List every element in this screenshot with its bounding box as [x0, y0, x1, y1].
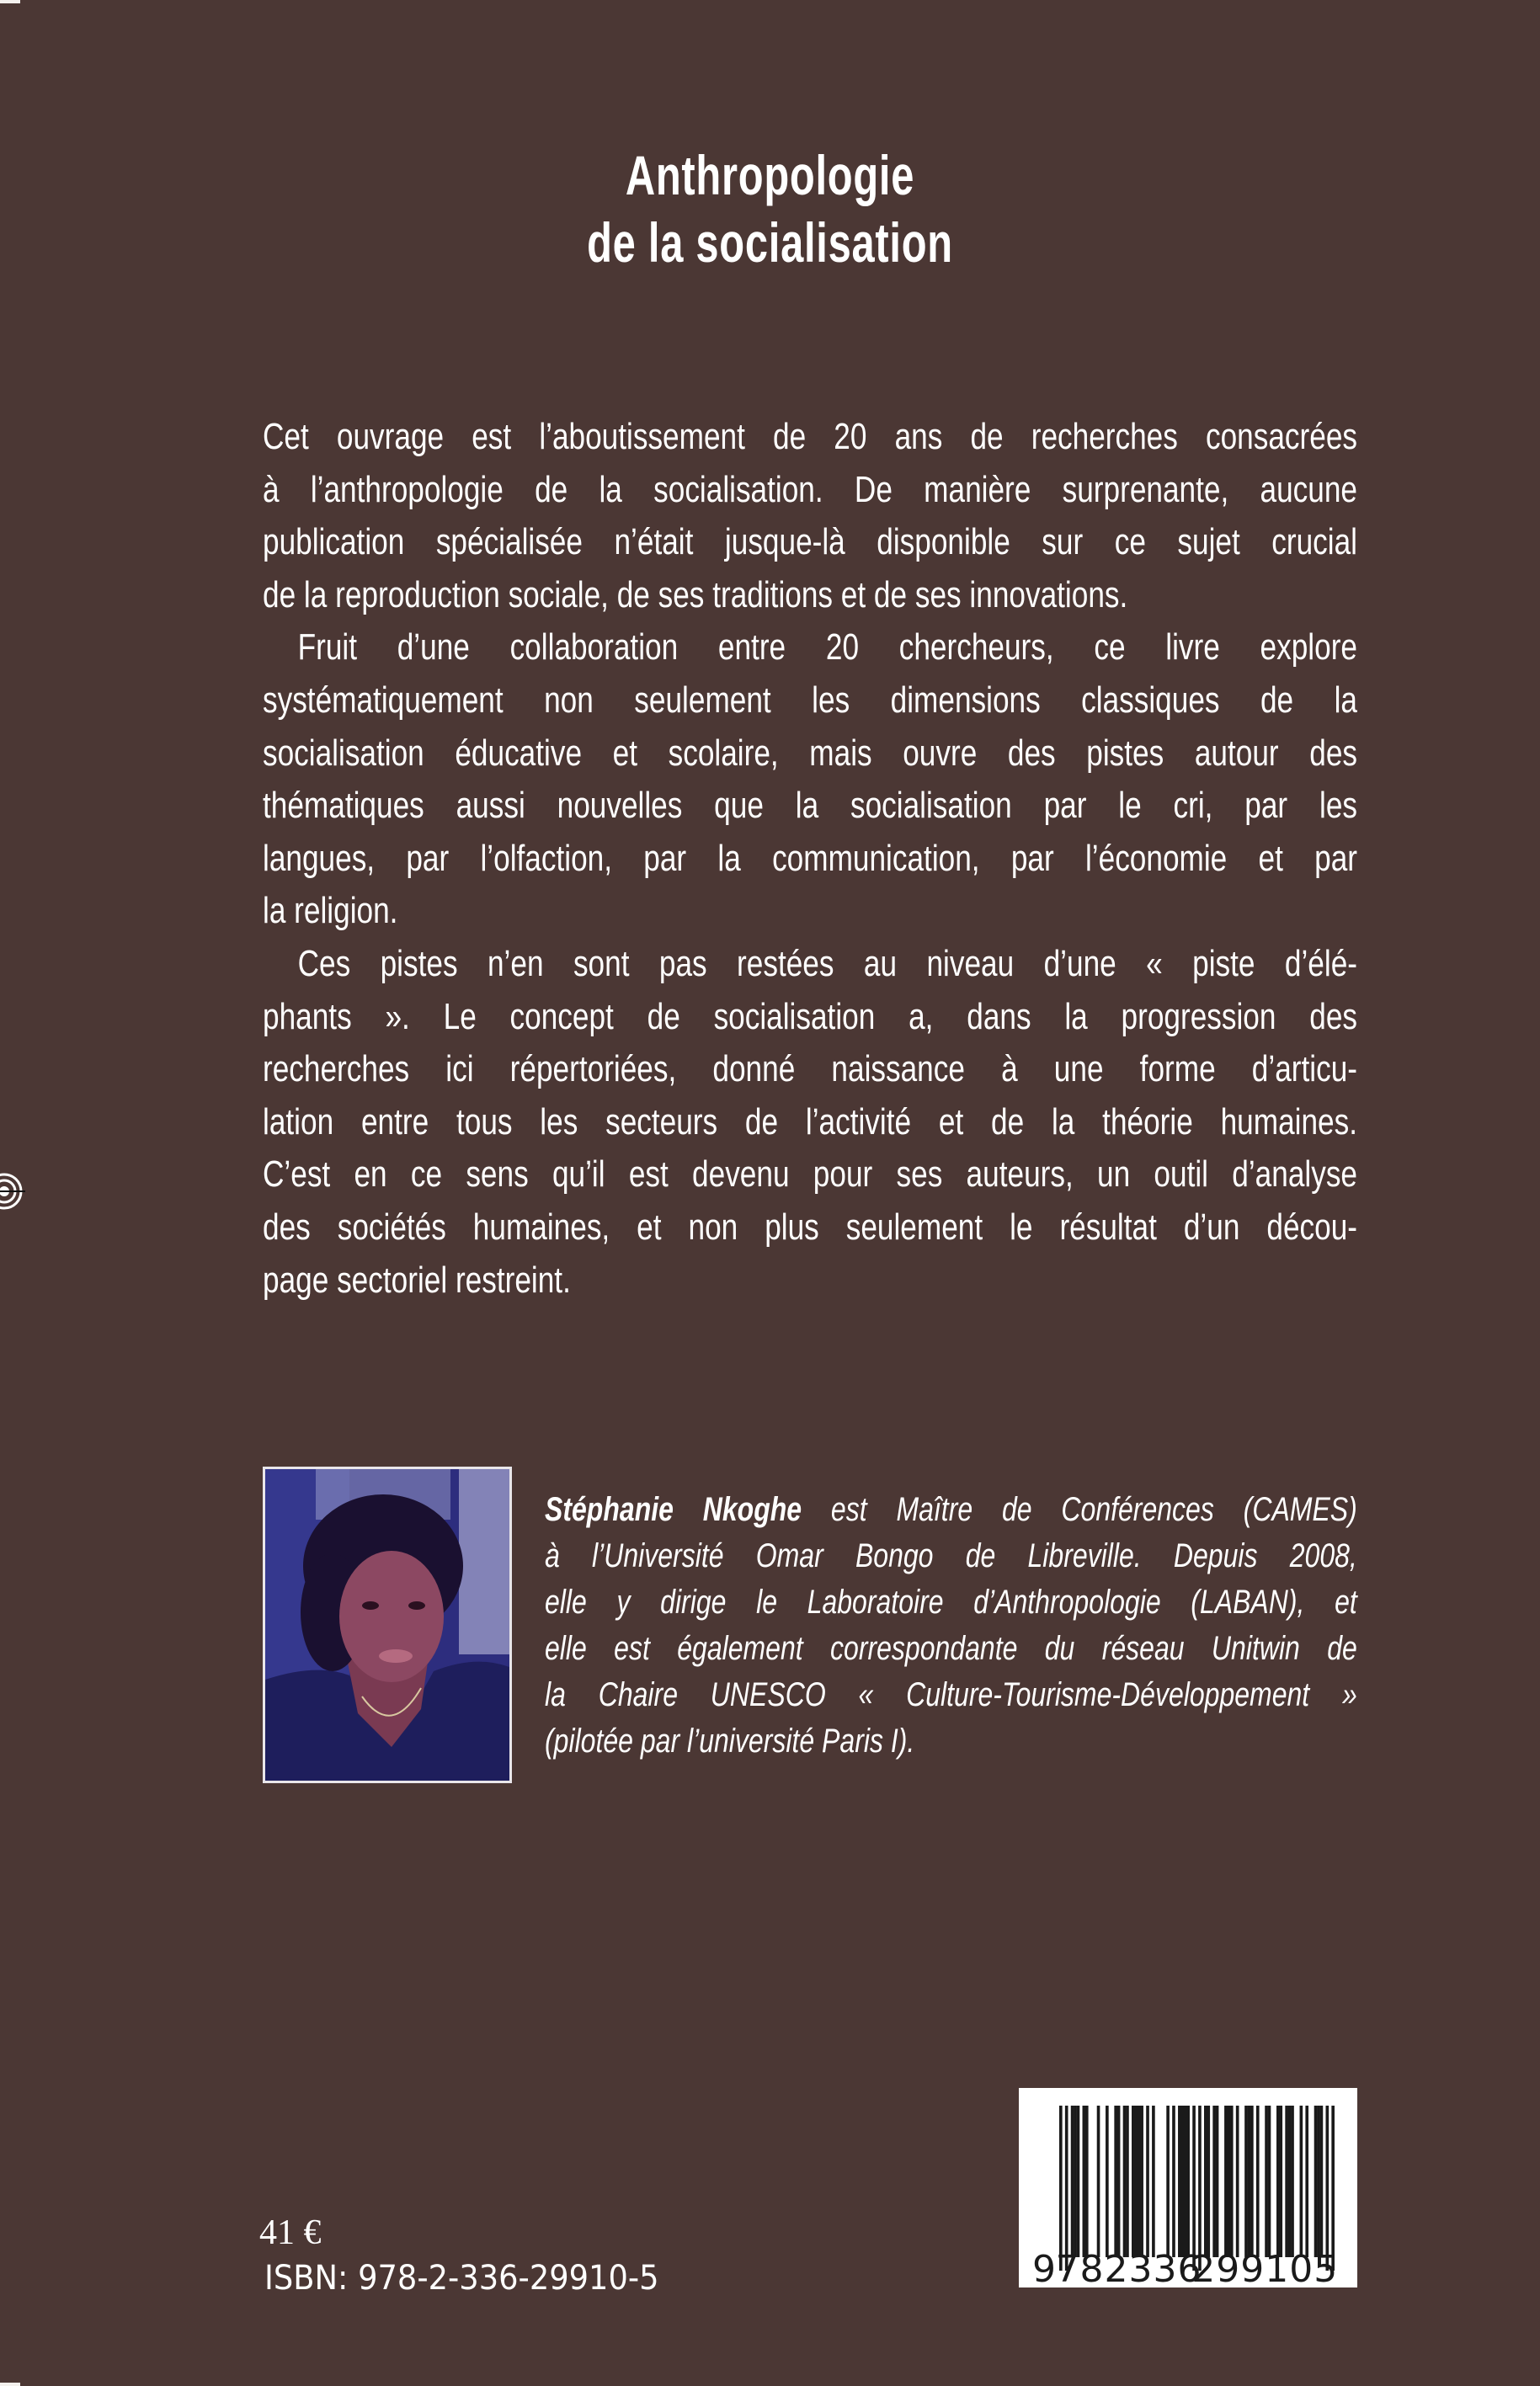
blurb-line: page sectoriel restreint. [263, 1259, 571, 1301]
blurb [263, 411, 1357, 1307]
blurb-line: systématiquement non seulement les dimensions classiques de la [263, 679, 1357, 721]
blurb-line: à l’anthropologie de la socialisation. De manière surprenante, aucune [263, 468, 1357, 510]
blurb-line: Ces pistes n’en sont pas restées au niveau d’une « piste d’élé- [297, 942, 1358, 984]
author-photo [263, 1467, 512, 1783]
isbn: ISBN: 978-2-336-29910-5 [264, 2259, 659, 2298]
bio-line: elle est également correspondante du réseau Unitwin de [545, 1630, 1357, 1667]
blurb-line: lation entre tous les secteurs de l’activité et de la théorie humaines. [263, 1100, 1357, 1142]
author-name: Stéphanie Nkoghe [545, 1491, 802, 1528]
price: 41 € [259, 2213, 322, 2252]
bio-line: la Chaire UNESCO « Culture-Tourisme-Développement » [545, 1676, 1357, 1713]
barcode-digits: 782336 [1055, 2248, 1202, 2287]
bio-line: elle y dirige le Laboratoire d’Anthropologie (LABAN), et [545, 1584, 1357, 1621]
blurb-line: de la reproduction sociale, de ses traditions et de ses innovations. [263, 573, 1128, 615]
blurb-line: Cet ouvrage est l’aboutissement de 20 ans de recherches consacrées [263, 416, 1357, 457]
bio-line: (pilotée par l’université Paris I). [545, 1723, 915, 1760]
blurb-line: des sociétés humaines, et non plus seulement le résultat d’un décou- [263, 1206, 1357, 1248]
registration-mark-icon [0, 1170, 25, 1212]
barcode-digits: 9 [1032, 2248, 1056, 2287]
title-line-1: Anthropologie [625, 144, 915, 206]
blurb-line: Fruit d’une collaboration entre 20 chercheurs, ce livre explore [297, 626, 1358, 668]
blurb-line: recherches ici répertoriées, donné naissance à une forme d’articu- [263, 1048, 1357, 1090]
blurb-line: C’est en ce sens qu’il est devenu pour ses auteurs, un outil d’analyse [263, 1153, 1357, 1196]
book-title [0, 141, 1540, 276]
blurb-line: publication spécialisée n’était jusque-là disponible sur ce sujet crucial [263, 521, 1357, 563]
portrait-image [265, 1469, 509, 1781]
blurb-line: phants ». Le concept de socialisation a, dans la progression des [263, 995, 1357, 1037]
blurb-line: thématiques aussi nouvelles que la socialisation par le cri, par les [263, 785, 1357, 827]
author-bio: Stéphanie Nkoghe est Maître de Conférences (CAMES) à l’Université Omar Bongo de Libreville. Depuis 2008, elle y dirige le Laboratoire d’Anthropologie (LABAN), et elle est également correspondante du réseau Unitwin de la Chaire UNESCO « Culture-Tourisme-Développement » (pilotée par l’université Paris I). [545, 1487, 1357, 1765]
blurb-line: la religion. [263, 890, 398, 932]
title-line-2: de la socialisation [587, 211, 953, 274]
barcode [1019, 2088, 1357, 2287]
blurb-line: socialisation éducative et scolaire, mais ouvre des pistes autour des [263, 732, 1357, 774]
crop-mark-top-left [0, 0, 20, 3]
crop-mark-bottom-left [0, 2383, 20, 2386]
bio-line: à l’Université Omar Bongo de Libreville. Depuis 2008, [545, 1537, 1357, 1574]
blurb-line: langues, par l’olfaction, par la communication, par l’économie et par [263, 837, 1357, 879]
barcode-icon [1019, 2088, 1357, 2287]
barcode-digits: 299105 [1191, 2248, 1339, 2287]
